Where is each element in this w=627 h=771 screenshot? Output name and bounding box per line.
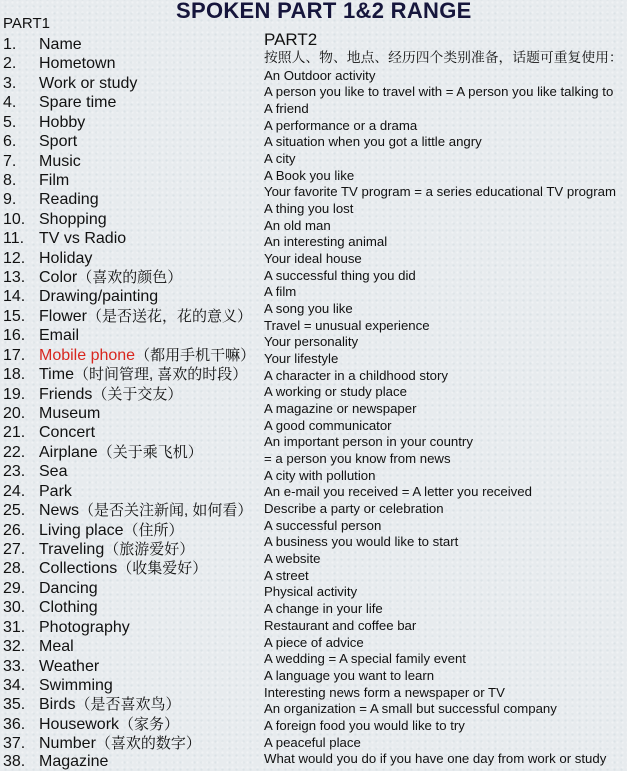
- item-note: （喜欢的颜色）: [77, 269, 183, 287]
- part1-item: [3, 249, 261, 268]
- part1-item: [3, 482, 261, 501]
- part2-topic: An important person in your country: [264, 434, 473, 450]
- part1-item: [3, 423, 261, 442]
- item-number: 21.: [3, 424, 26, 442]
- part2-topic: Your favorite TV program = a series educational TV program: [264, 184, 616, 200]
- part1-item: [3, 132, 261, 151]
- part2-topic: A piece of advice: [264, 634, 364, 650]
- item-number: 19.: [3, 385, 26, 403]
- part2-topic: A magazine or newspaper: [264, 401, 417, 417]
- part2-topic: Your ideal house: [264, 251, 362, 267]
- item-topic: Housework: [39, 715, 120, 733]
- item-topic: Reading: [39, 191, 99, 209]
- item-topic: Traveling: [39, 540, 105, 558]
- item-number: 18.: [3, 366, 26, 384]
- item-note: （住所）: [123, 521, 184, 539]
- part2-topic: A thing you lost: [264, 201, 354, 217]
- item-number: 31.: [3, 618, 26, 636]
- item-number: 14.: [3, 288, 26, 306]
- part2-topic: An old man: [264, 217, 331, 233]
- part1-heading: PART1: [3, 15, 50, 32]
- item-number: 12.: [3, 249, 26, 267]
- part2-topic: A performance or a drama: [264, 117, 418, 133]
- item-note: （旅游爱好）: [104, 540, 195, 558]
- item-topic: Clothing: [39, 599, 98, 617]
- part1-item: [3, 210, 261, 229]
- page-title: SPOKEN PART 1&2 RANGE: [176, 0, 472, 23]
- item-number: 8.: [3, 171, 17, 189]
- item-note: （时间管理, 喜欢的时段）: [73, 366, 248, 384]
- part2-topic: A street: [264, 567, 309, 583]
- item-number: 22.: [3, 443, 26, 461]
- item-topic: Meal: [39, 638, 74, 656]
- item-number: 33.: [3, 657, 26, 675]
- part1-item: [3, 521, 261, 540]
- item-topic: Airplane: [39, 443, 98, 461]
- part1-item: [3, 404, 261, 423]
- part2-topic: Your personality: [264, 334, 359, 350]
- part2-topic: Travel = unusual experience: [264, 317, 430, 333]
- item-number: 2.: [3, 55, 17, 73]
- item-topic: Magazine: [39, 753, 109, 770]
- part1-item: [3, 307, 261, 326]
- item-number: 35.: [3, 696, 26, 714]
- item-topic: News: [39, 502, 80, 520]
- part2-topic: An Outdoor activity: [264, 67, 376, 83]
- part1-item: [3, 695, 261, 714]
- item-topic: Sea: [39, 463, 68, 481]
- part2-topic: A foreign food you would like to try: [264, 717, 465, 733]
- item-number: 23.: [3, 463, 26, 481]
- part1-item: [3, 598, 261, 617]
- part2-instruction: 按照人、物、地点、经历四个类别准备，话题可重复使用：: [264, 50, 623, 65]
- part2-topic: A person you like to travel with = A person you like talking to: [264, 84, 614, 100]
- part1-item: [3, 734, 261, 753]
- item-number: 5.: [3, 113, 17, 131]
- part2-topic: Describe a party or celebration: [264, 501, 444, 517]
- part2-topic: A situation when you got a little angry: [264, 134, 482, 150]
- part2-topic: A film: [264, 284, 297, 300]
- item-note: （关于交友）: [92, 385, 183, 403]
- part2-topic: An interesting animal: [264, 234, 388, 250]
- item-topic: TV vs Radio: [39, 230, 127, 248]
- part2-heading: PART2: [264, 30, 318, 49]
- part2-topic: A Book you like: [264, 167, 355, 183]
- part1-item: [3, 93, 261, 112]
- part2-topic: A good communicator: [264, 417, 392, 433]
- item-topic: Collections: [39, 560, 118, 578]
- part2-topic: A wedding = A special family event: [264, 651, 466, 667]
- item-topic: Museum: [39, 405, 101, 423]
- part1-item: [3, 559, 261, 578]
- item-number: 25.: [3, 502, 26, 520]
- part1-item: [3, 579, 261, 598]
- part1-item: [3, 501, 261, 520]
- item-topic: Swimming: [39, 676, 113, 694]
- part1-item: [3, 462, 261, 481]
- part2-topic: A song you like: [264, 301, 353, 317]
- part2-topic: Interesting news form a newspaper or TV: [264, 684, 505, 700]
- part1-item: [3, 229, 261, 248]
- part1-item: [3, 365, 261, 384]
- item-topic: Work or study: [39, 74, 138, 92]
- item-number: 24.: [3, 482, 26, 500]
- item-topic: Living place: [39, 521, 124, 539]
- item-number: 6.: [3, 133, 17, 151]
- item-number: 7.: [3, 152, 17, 170]
- part1-item: [3, 287, 261, 306]
- part2-topic: = a person you know from news: [264, 451, 451, 467]
- item-note: （是否送花，花的意义）: [87, 307, 253, 325]
- item-note: （是否关注新闻, 如何看）: [79, 502, 253, 520]
- part1-item: [3, 152, 261, 171]
- item-topic: Email: [39, 327, 80, 345]
- item-topic: Music: [39, 152, 81, 170]
- part2-topic: Physical activity: [264, 584, 358, 600]
- part2-topic: A successful person: [264, 517, 382, 533]
- part2-topic: A friend: [264, 101, 309, 116]
- item-number: 34.: [3, 676, 26, 694]
- part1-item: [3, 171, 261, 190]
- item-number: 28.: [3, 560, 26, 578]
- item-number: 1.: [3, 36, 17, 53]
- item-note: （喜欢的数字）: [95, 735, 201, 753]
- item-topic: Park: [39, 482, 72, 500]
- item-number: 15.: [3, 307, 26, 325]
- part1-item: [3, 657, 261, 676]
- part1-item: [3, 715, 261, 734]
- part1-item: [3, 754, 261, 770]
- item-note: （都用手机干嘛）: [135, 346, 256, 364]
- part1-item: [3, 618, 261, 637]
- part1-item: [3, 326, 261, 345]
- part2-topic: A character in a childhood story: [264, 367, 448, 383]
- item-number: 37.: [3, 735, 26, 753]
- item-number: 13.: [3, 269, 26, 287]
- part1-list: [3, 35, 261, 770]
- item-note: （关于乘飞机）: [97, 443, 203, 461]
- item-topic: Time: [39, 366, 74, 384]
- part2-topic: An organization = A small but successful company: [264, 701, 557, 717]
- part2-topic: A city with pollution: [264, 467, 376, 483]
- item-number: 32.: [3, 638, 26, 656]
- item-topic: Hometown: [39, 55, 116, 73]
- item-topic-highlighted: Mobile phone: [39, 346, 136, 364]
- part2-list: [264, 68, 626, 768]
- part1-item: [3, 637, 261, 656]
- part2-topic: A language you want to learn: [264, 667, 435, 683]
- item-topic: Number: [39, 735, 96, 753]
- part2-topic: Your lifestyle: [264, 351, 339, 367]
- part2-topic: A peaceful place: [264, 734, 361, 750]
- part1-item: [3, 35, 261, 54]
- item-topic: Color: [39, 269, 78, 287]
- item-note: （是否喜欢鸟）: [75, 696, 181, 714]
- item-number: 38.: [3, 753, 26, 770]
- item-number: 26.: [3, 521, 26, 539]
- part1-item: [3, 443, 261, 462]
- item-note: （收集爱好）: [117, 560, 208, 578]
- part2-topic: A business you would like to start: [264, 534, 459, 550]
- part1-item: [3, 268, 261, 287]
- item-topic: Dancing: [39, 579, 98, 597]
- part1-item: [3, 54, 261, 73]
- part2-topic: A successful thing you did: [264, 267, 416, 283]
- item-topic: Weather: [39, 657, 100, 675]
- part1-item: [3, 113, 261, 132]
- item-note: （家务）: [119, 715, 180, 733]
- item-number: 27.: [3, 540, 26, 558]
- item-topic: Holiday: [39, 249, 93, 267]
- item-topic: Friends: [39, 385, 93, 403]
- part2-topic: A website: [264, 551, 321, 567]
- item-number: 36.: [3, 715, 26, 733]
- item-topic: Film: [39, 171, 70, 189]
- item-number: 4.: [3, 94, 17, 112]
- item-topic: Drawing/painting: [39, 288, 159, 306]
- item-number: 16.: [3, 327, 26, 345]
- item-number: 30.: [3, 599, 26, 617]
- item-topic: Concert: [39, 424, 96, 442]
- part2-topic: A city: [264, 151, 296, 167]
- item-topic: Flower: [39, 307, 88, 325]
- part1-item: [3, 676, 261, 695]
- item-number: 3.: [3, 74, 17, 92]
- item-topic: Photography: [39, 618, 130, 636]
- item-number: 29.: [3, 579, 26, 597]
- item-number: 11.: [3, 230, 25, 248]
- item-number: 9.: [3, 191, 17, 209]
- part1-item: [3, 74, 261, 93]
- part2-topic: A change in your life: [264, 601, 383, 617]
- item-topic: Hobby: [39, 113, 86, 131]
- part1-item-highlighted: [3, 346, 261, 365]
- part2-topic: Restaurant and coffee bar: [264, 617, 417, 633]
- part1-item: [3, 540, 261, 559]
- item-topic: Shopping: [39, 210, 107, 228]
- part2-topic: What would you do if you have one day from work or study: [264, 751, 607, 767]
- item-topic: Spare time: [39, 94, 117, 112]
- item-topic: Sport: [39, 133, 78, 151]
- part1-item: [3, 190, 261, 209]
- item-topic: Birds: [39, 696, 76, 714]
- part2-topic: A working or study place: [264, 384, 407, 400]
- item-topic: Name: [39, 36, 82, 53]
- part2-topic: An e-mail you received = A letter you received: [264, 484, 532, 500]
- item-number: 17.: [3, 346, 26, 364]
- part1-item: [3, 385, 261, 404]
- item-number: 10.: [3, 210, 26, 228]
- item-number: 20.: [3, 405, 26, 423]
